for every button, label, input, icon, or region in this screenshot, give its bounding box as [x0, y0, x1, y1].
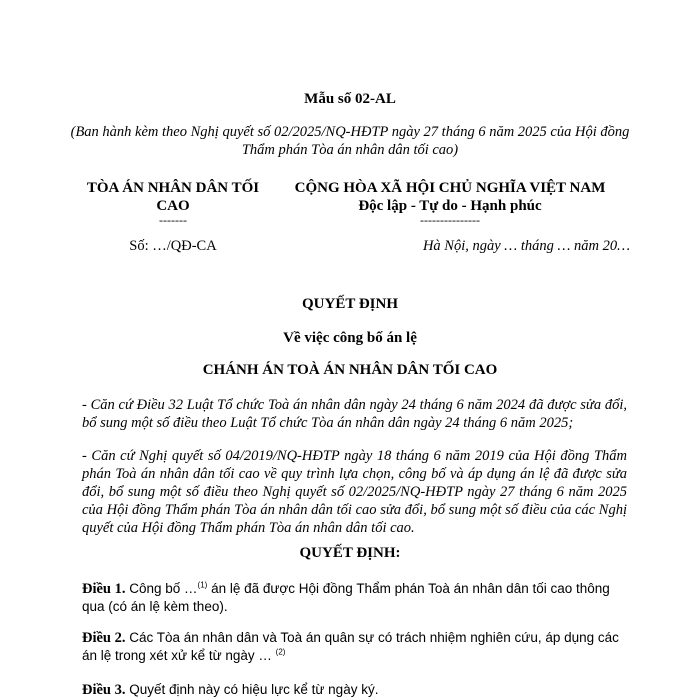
- article-2: [82, 629, 627, 665]
- form-number: Mẫu số 02-AL: [304, 91, 396, 107]
- issued-by-note: (Ban hành kèm theo Nghị quyết số 02/2025/NQ-HĐTP ngày 27 tháng 6 năm 2025 của Hội đồng Thẩm phán Tòa án nhân dân tối cao): [70, 124, 630, 158]
- article-1-label: Điều 1.: [82, 581, 126, 597]
- nation-name: CỘNG HÒA XÃ HỘI CHỦ NGHĨA VIỆT NAM: [294, 180, 606, 196]
- national-motto: Độc lập - Tự do - Hạnh phúc: [358, 198, 542, 214]
- motto-separator: ---------------: [420, 213, 480, 227]
- agency-separator: -------: [159, 213, 187, 227]
- issuing-agency-name: TÒA ÁN NHÂN DÂN TỐI CAO: [86, 180, 260, 214]
- issuing-authority: CHÁNH ÁN TOÀ ÁN NHÂN DÂN TỐI CAO: [202, 362, 498, 378]
- article-3-label: Điều 3.: [82, 682, 126, 698]
- issuing-agency-block: [78, 179, 268, 225]
- article-1-text-after: án lệ đã được Hội đồng Thẩm phán Toà án nhân dân tối cao thông qua (có án lệ kèm theo).: [82, 581, 610, 614]
- article-3: [82, 681, 627, 699]
- article-1: [82, 580, 627, 616]
- national-title-block: [280, 179, 620, 225]
- article-2-text-before: Các Tòa án nhân dân và Toà án quân sự có trách nhiệm nghiên cứu, áp dụng các án lệ trong xét xử kể từ ngày …: [82, 630, 619, 663]
- article-3-text: Quyết định này có hiệu lực kể từ ngày ký.: [125, 682, 379, 697]
- legal-basis-1: - Căn cứ Điều 32 Luật Tổ chức Toà án nhân dân ngày 24 tháng 6 năm 2024 đã được sửa đổi, bổ sung một số điều theo Luật Tổ chức Tòa án nhân dân ngày 24 tháng 6 năm 2025;: [82, 397, 627, 431]
- footnote-2-marker: (2): [275, 647, 286, 657]
- decision-title: QUYẾT ĐỊNH: [302, 296, 398, 312]
- article-1-text-before: Công bố …: [125, 581, 198, 596]
- reference-number: Số: …/QĐ-CA: [129, 238, 217, 254]
- article-2-label: Điều 2.: [82, 630, 126, 646]
- legal-basis-2: - Căn cứ Nghị quyết số 04/2019/NQ-HĐTP ngày 18 tháng 6 năm 2019 của Hội đồng Thẩm phán Toà án nhân dân tối cao về quy trình lựa chọn, công bố và áp dụng án lệ đã được sửa đổi, bổ sung một số điều theo Nghị quyết số 02/2025/NQ-HĐTP ngày 27 tháng 6 năm 2025 của Hội đồng Thẩm phán Tòa án nhân dân tối cao sửa đổi, bổ sung một số điều của các Nghị quyết của Hội đồng Thẩm phán Tòa án nhân dân tối cao.: [82, 448, 627, 536]
- decision-subject: Về việc công bố án lệ: [283, 330, 417, 346]
- place-and-date: Hà Nội, ngày … tháng … năm 20…: [422, 238, 630, 254]
- footnote-1-marker: (1): [197, 580, 208, 590]
- decides-heading: QUYẾT ĐỊNH:: [299, 545, 401, 561]
